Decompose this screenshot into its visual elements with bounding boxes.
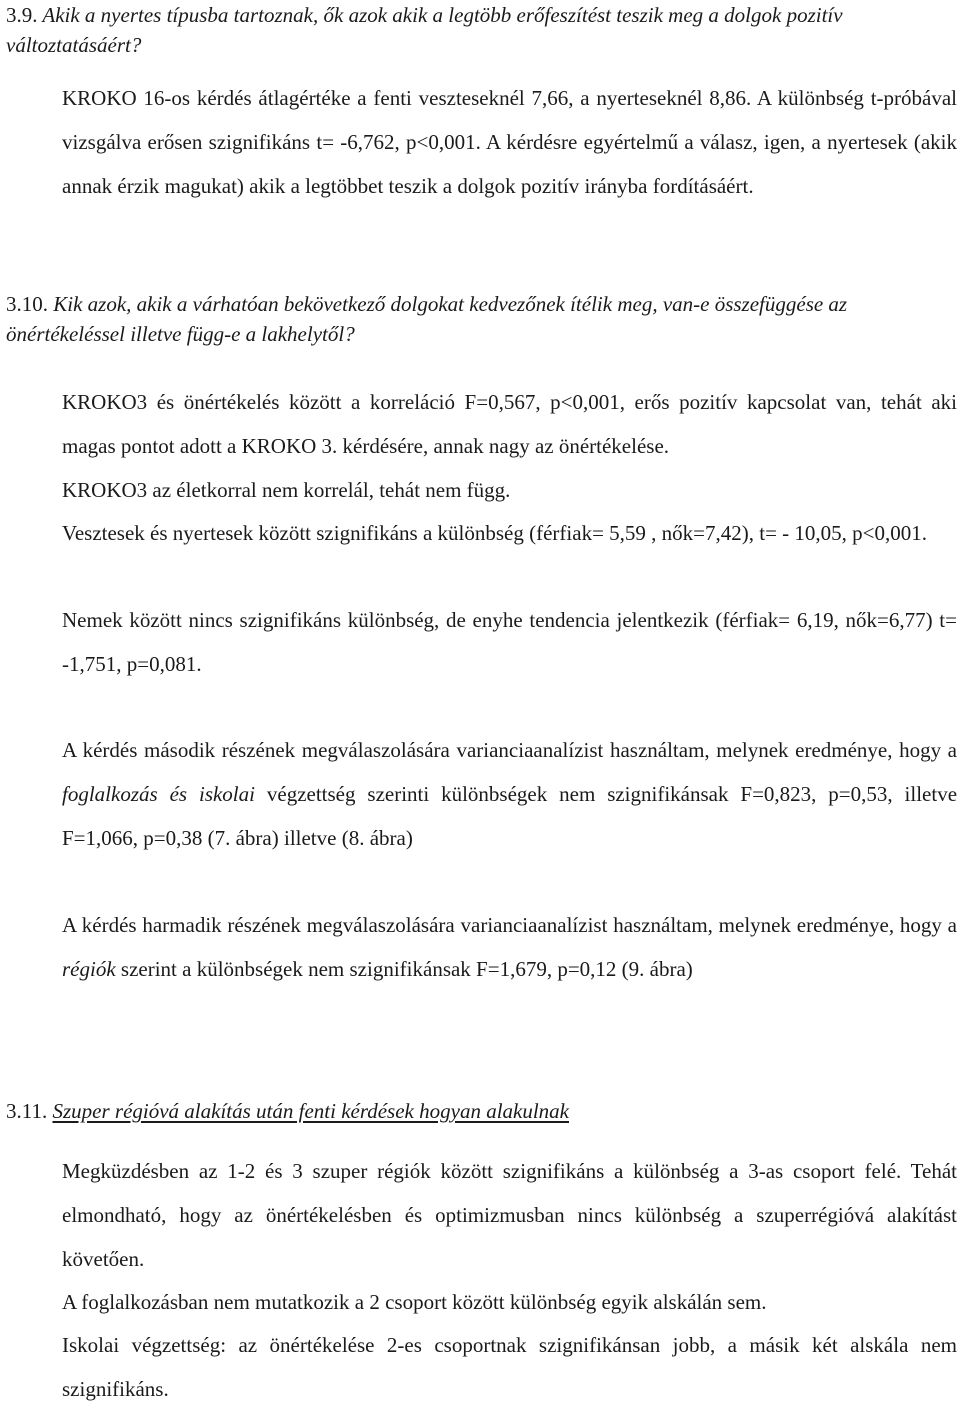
section-heading-3-10 <box>6 289 956 349</box>
section-title: Kik azok, akik a várhatóan bekövetkező dolgokat kedvezőnek ítélik meg, van-e összefüggése az önértékeléssel illetve függ-e a lakhelytől? <box>6 292 848 346</box>
paragraph-kroko3-age: KROKO3 az életkorral nem korrelál, tehát nem függ. <box>62 478 511 502</box>
section-title: Szuper régióvá alakítás után fenti kérdések hogyan alakulnak <box>52 1099 570 1123</box>
emphasis-regions: régiók <box>62 957 116 981</box>
paragraph-kroko3-correlation: KROKO3 és önértékelés között a korreláció F=0,567, p<0,001, erős pozitív kapcsolat van, tehát aki magas pontot adott a KROKO 3. kérdésére, annak nagy az önértékelése. <box>62 390 957 458</box>
emphasis-school: iskolai <box>198 782 255 806</box>
section-heading-3-9 <box>6 0 956 60</box>
section-number: 3.9. <box>6 3 38 27</box>
paragraph-occupation: A foglalkozásban nem mutatkozik a 2 csoport között különbség egyik alskálán sem. <box>62 1290 767 1314</box>
paragraph-losers-winners: Vesztesek és nyertesek között szignifikáns a különbség (férfiak= 5,59 , nők=7,42), t= - 10,05, p<0,001. <box>62 521 928 545</box>
paragraph-coping: Megküzdésben az 1-2 és 3 szuper régiók között szignifikáns a különbség a 3-as csoport felé. Tehát elmondható, hogy az önértékelésben és optimizmusban nincs különbség a szuperrégióvá alakítást követően. <box>62 1159 957 1271</box>
emphasis-occupation: foglalkozás <box>62 782 158 806</box>
paragraph-kroko16: KROKO 16-os kérdés átlagértéke a fenti veszteseknél 7,66, a nyerteseknél 8,86. A különbség t-próbával vizsgálva erősen szignifikáns t= -6,762, p<0,001. A kérdésre egyértelmű a válasz, igen, a nyertesek (akik annak érzik magukat) akik a legtöbbet teszik a dolgok pozitív irányba fordításáért. <box>62 86 957 198</box>
paragraph-genders: Nemek között nincs szignifikáns különbség, de enyhe tendencia jelentkezik (férfiak= 6,19, nők=6,77) t= -1,751, p=0,081. <box>62 608 957 676</box>
paragraph-anova-occupation: A kérdés második részének megválaszolására varianciaanalízist használtam, melynek eredménye, hogy a foglalkozás és iskolai végzettség szerinti különbségek nem szignifikánsak F=0,823, p=0,53, illetve F=1,066, p=0,38 (7. ábra) illetve (8. ábra) <box>62 738 958 850</box>
section-number: 3.10. <box>6 292 48 316</box>
paragraph-anova-regions: A kérdés harmadik részének megválaszolására varianciaanalízist használtam, melynek eredménye, hogy a régiók szerint a különbségek nem szignifikánsak F=1,679, p=0,12 (9. ábra) <box>62 913 957 981</box>
section-title: Akik a nyertes típusba tartoznak, ők azok akik a legtöbb erőfeszítést teszik meg a dolgok pozitív változtatásáért? <box>6 3 843 57</box>
section-number: 3.11. <box>6 1099 48 1123</box>
emphasis-and: és <box>169 782 188 806</box>
paragraph-education: Iskolai végzettség: az önértékelése 2-es csoportnak szignifikánsan jobb, a másik két alskála nem szignifikáns. <box>62 1333 957 1401</box>
section-heading-3-11 <box>6 1096 956 1126</box>
